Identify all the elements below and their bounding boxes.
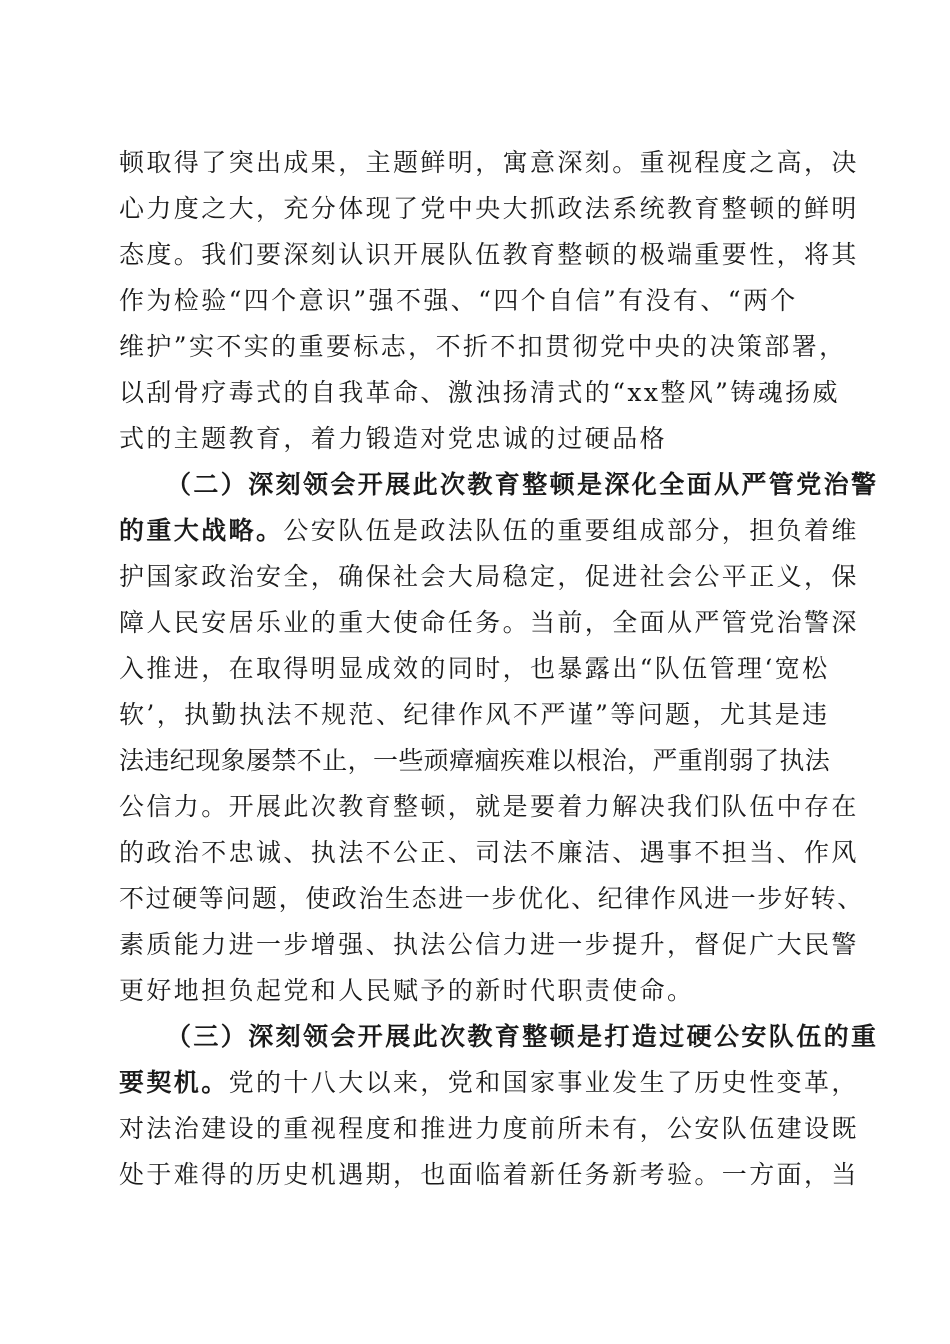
section-heading: 要契机。: [119, 1068, 229, 1097]
text-line: 的政治不忠诚、执法不公正、司法不廉洁、遇事不担当、作风: [119, 838, 859, 867]
text-line: [119, 1014, 879, 1060]
text-line: 作为检验“四个意识”强不强、“四个自信”有没有、“两个: [119, 286, 798, 315]
text-line: 障人民安居乐业的重大使命任务。当前，全面从严管党治警深: [119, 608, 859, 637]
section-heading: （二）深刻领会开展此次教育整顿是深化全面从严管党治警: [166, 470, 879, 499]
text-line: 公信力。开展此次教育整顿，就是要着力解决我们队伍中存在: [119, 792, 859, 821]
text-line: 的重大战略。公安队伍是政法队伍的重要组成部分，担负着维: [119, 516, 859, 545]
section-heading: （三）深刻领会开展此次教育整顿是打造过硬公安队伍的重: [166, 1022, 879, 1051]
text-line: 式的主题教育，着力锻造对党忠诚的过硬品格: [119, 424, 668, 453]
text-line: 以刮骨疗毒式的自我革命、激浊扬清式的“xx整风”铸魂扬威: [119, 378, 840, 407]
text-line: 处于难得的历史机遇期，也面临着新任务新考验。一方面，当: [119, 1160, 859, 1189]
paragraph-3: [119, 1014, 879, 1198]
text-line: 不过硬等问题，使政治生态进一步优化、纪律作风进一步好转、: [119, 884, 864, 913]
text-line: 素质能力进一步增强、执法公信力进一步提升，督促广大民警: [119, 930, 859, 959]
text-line: 入推进，在取得明显成效的同时，也暴露出“队伍管理‘宽松: [119, 654, 830, 683]
text-line: 要契机。党的十八大以来，党和国家事业发生了历史性变革，: [119, 1068, 859, 1097]
paragraph-1: [119, 140, 859, 462]
text-line: [119, 462, 879, 508]
text-line: 护国家政治安全，确保社会大局稳定，促进社会公平正义，保: [119, 562, 859, 591]
text-line: 更好地担负起党和人民赋予的新时代职责使命。: [119, 976, 695, 1005]
section-heading: 的重大战略。: [119, 516, 284, 545]
text-line: 软’，执勤执法不规范、纪律作风不严谨”等问题，尤其是违: [119, 700, 830, 729]
text-line: 法违纪现象屡禁不止，一些顽瘴痼疾难以根治，严重削弱了执法: [119, 746, 831, 775]
text-line: 维护”实不实的重要标志，不折不扣贯彻党中央的决策部署，: [119, 332, 847, 361]
text-line: 顿取得了突出成果，主题鲜明，寓意深刻。重视程度之高，决: [119, 148, 859, 177]
text-line: 心力度之大，充分体现了党中央大抓政法系统教育整顿的鲜明: [119, 194, 859, 223]
body-text: [119, 140, 879, 1198]
text-line: 对法治建设的重视程度和推进力度前所未有，公安队伍建设既: [119, 1114, 859, 1143]
text-line: 态度。我们要深刻认识开展队伍教育整顿的极端重要性，将其: [119, 240, 859, 269]
paragraph-2: [119, 462, 879, 1014]
